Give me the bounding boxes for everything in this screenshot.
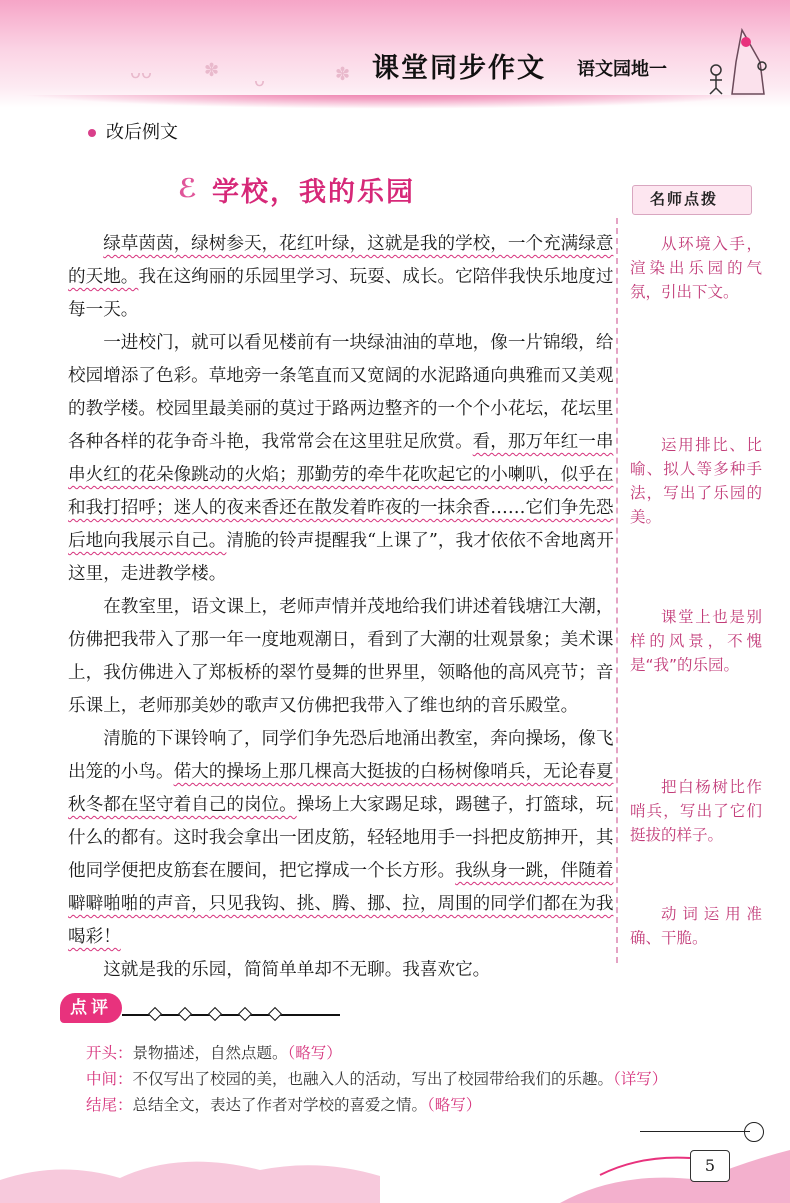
article-paragraph xyxy=(68,723,616,954)
sidebar-note: 从环境入手，渲染出乐园的气氛，引出下文。 xyxy=(630,235,762,301)
review-label: 结尾： xyxy=(86,1096,133,1114)
sentence: 我在这绚丽的乐园里学习、玩耍、成长。它陪伴我快乐地度过每一天。 xyxy=(68,267,614,320)
footer-decoration xyxy=(0,1140,790,1203)
review-text: 景物描述，自然点题。 xyxy=(132,1044,288,1062)
sidebar-note: 动词运用准确、干脆。 xyxy=(630,905,762,947)
review-badge: 点评 xyxy=(60,993,122,1023)
diamond-icon xyxy=(178,1007,192,1021)
section-label-text: 改后例文 xyxy=(106,122,178,143)
review-tag: （详写） xyxy=(613,1070,668,1088)
highlighted-sentence: 绿草茵茵，绿树参天，花红叶绿，这就是我的学校，一个充满绿意的天地。 xyxy=(68,234,614,287)
footer-rule xyxy=(640,1131,750,1132)
diamond-icon xyxy=(148,1007,162,1021)
article-body xyxy=(68,228,616,987)
article-paragraph xyxy=(68,591,616,723)
article-paragraph xyxy=(68,327,616,591)
sidebar-note: 把白杨树比作哨兵，写出了它们挺拔的样子。 xyxy=(630,778,762,844)
grass-decoration: ᴗᴗ xyxy=(130,62,153,83)
sidebar-note: 运用排比、比喻、拟人等多种手法，写出了乐园的美。 xyxy=(630,436,762,526)
title-swirl-icon: ℰ xyxy=(178,174,197,204)
review-list xyxy=(86,1040,667,1118)
page-number: 5 xyxy=(690,1150,730,1182)
sentence: 这就是我的乐园，简简单单却不无聊。我喜欢它。 xyxy=(103,960,491,980)
header-swoosh xyxy=(0,95,790,109)
grass-decoration: ✽ xyxy=(204,60,220,81)
highlighted-sentence: 偌大的操场上那几棵高大挺拔的白杨树像哨兵，无论春夏秋冬都在坚守着自己的岗位。 xyxy=(68,762,614,815)
diamond-icon xyxy=(208,1007,222,1021)
header-subtitle: 语文园地一 xyxy=(577,59,667,80)
section-label xyxy=(88,118,178,144)
review-item xyxy=(86,1040,667,1066)
article-title: 学校，我的乐园 xyxy=(212,177,415,208)
article-paragraph xyxy=(68,954,616,987)
sentence: 清脆的下课铃响了，同学们争先恐后地涌出教室，奔向操场，像飞出笼的小鸟。 xyxy=(68,729,614,782)
diamond-icon xyxy=(238,1007,252,1021)
review-tag: （略写） xyxy=(287,1044,342,1062)
review-label: 中间： xyxy=(86,1070,133,1088)
sentence: 在教室里，语文课上，老师声情并茂地给我们讲述着钱塘江大潮，仿佛把我带入了那一年一度地观潮日，看到了大潮的壮观景象；美术课上，我仿佛进入了郑板桥的翠竹曼舞的世界里，领略他的高风亮节；音乐课上，老师那美妙的歌声又仿佛把我带入了维也纳的音乐殿堂。 xyxy=(68,597,614,716)
sidebar-divider xyxy=(616,218,768,963)
grass-decoration: ᴗ xyxy=(254,70,266,91)
review-item xyxy=(86,1066,667,1092)
article-paragraph xyxy=(68,228,616,327)
bullet-icon xyxy=(88,129,96,137)
review-text: 不仅写出了校园的美，也融入人的活动，写出了校园带给我们的乐趣。 xyxy=(132,1070,614,1088)
grass-decoration: ✽ xyxy=(335,64,351,85)
kids-playing-icon xyxy=(702,22,778,96)
sentence: 操场上大家踢足球，踢毽子，打篮球，玩什么的都有。这时我会拿出一团皮筋，轻轻地用手一抖把皮筋抻开，其他同学便把皮筋套在腰间，把它撑成一个长方形。 xyxy=(68,795,614,881)
review-tag: （略写） xyxy=(427,1096,482,1114)
sentence: 清脆的铃声提醒我“上课了”，我才依依不舍地离开这里，走进教学楼。 xyxy=(68,531,614,584)
review-label: 开头： xyxy=(86,1044,133,1062)
sidebar-note: 课堂上也是别样的风景，不愧是“我”的乐园。 xyxy=(630,608,762,674)
highlighted-sentence: 我纵身一跳，伴随着噼噼啪啪的声音，只见我钩、挑、腾、挪、拉，周围的同学们都在为我喝彩！ xyxy=(68,861,614,947)
sentence: 一进校门，就可以看见楼前有一块绿油油的草地，像一片锦缎，给校园增添了色彩。草地旁一条笔直而又宽阔的水泥路通向典雅而又美观的教学楼。校园里最美丽的莫过于路两边整齐的一个个小花坛，花坛里各种各样的花争奇斗艳，我常常会在这里驻足欣赏。 xyxy=(68,333,614,452)
review-item xyxy=(86,1092,667,1118)
diamond-icon xyxy=(268,1007,282,1021)
highlighted-sentence: 看，那万年红一串串火红的花朵像跳动的火焰；那勤劳的牵牛花吹起它的小喇叭，似乎在和我打招呼；迷人的夜来香还在散发着昨夜的一抹余香……它们争先恐后地向我展示自己。 xyxy=(68,432,614,551)
header-title: 课堂同步作文 xyxy=(372,53,546,84)
review-text: 总结全文，表达了作者对学校的喜爱之情。 xyxy=(132,1096,428,1114)
footer-circle-icon xyxy=(744,1122,764,1142)
tips-badge: 名师点拨 xyxy=(650,190,719,208)
